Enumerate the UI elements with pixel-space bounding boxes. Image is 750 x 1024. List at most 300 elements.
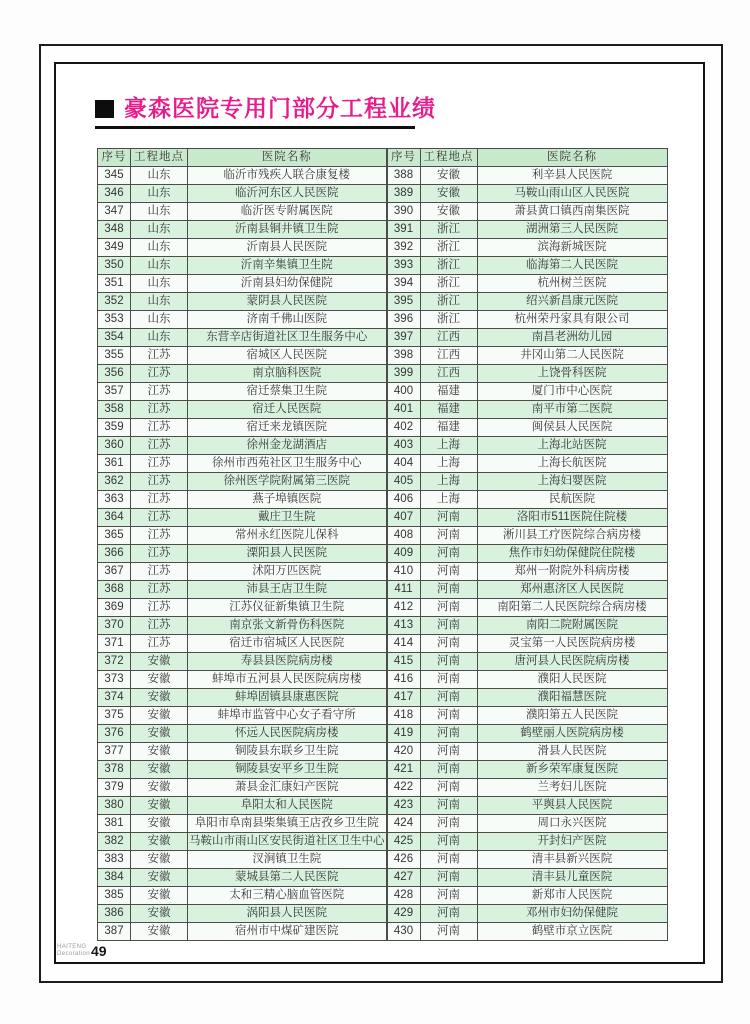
row-index: 351 <box>98 275 131 293</box>
row-index: 393 <box>387 257 420 275</box>
row-index: 384 <box>98 869 131 887</box>
project-location: 河南 <box>420 887 477 905</box>
project-location: 安徽 <box>131 653 188 671</box>
project-location: 山东 <box>131 167 188 185</box>
table-row <box>387 455 667 473</box>
project-location: 江苏 <box>131 437 188 455</box>
hospital-name: 阜阳市阜南县柴集镇王店孜乡卫生院 <box>188 815 387 833</box>
project-location: 浙江 <box>420 239 477 257</box>
col-header-index: 序号 <box>98 149 131 167</box>
hospital-name: 太和三精心脑血管医院 <box>188 887 387 905</box>
hospital-name: 绍兴新昌康元医院 <box>477 293 667 311</box>
table-row <box>98 185 387 203</box>
table-row <box>98 545 387 563</box>
hospital-name: 新郑市人民医院 <box>477 887 667 905</box>
row-index: 355 <box>98 347 131 365</box>
row-index: 406 <box>387 491 420 509</box>
hospital-name: 鹤壁市京立医院 <box>477 923 667 941</box>
row-index: 383 <box>98 851 131 869</box>
project-location: 上海 <box>420 455 477 473</box>
hospital-name: 井冈山第二人民医院 <box>477 347 667 365</box>
row-index: 362 <box>98 473 131 491</box>
table-row <box>387 689 667 707</box>
hospital-name: 闽侯县人民医院 <box>477 419 667 437</box>
table-row <box>387 779 667 797</box>
table-row <box>387 185 667 203</box>
table-row <box>98 581 387 599</box>
row-index: 346 <box>98 185 131 203</box>
hospital-name: 马鞍山市雨山区安民街道社区卫生中心 <box>188 833 387 851</box>
hospital-name: 戴庄卫生院 <box>188 509 387 527</box>
row-index: 358 <box>98 401 131 419</box>
row-index: 405 <box>387 473 420 491</box>
hospital-name: 蒙阴县人民医院 <box>188 293 387 311</box>
table-row <box>98 365 387 383</box>
project-location: 安徽 <box>131 689 188 707</box>
hospital-name: 淅川县工疗医院综合病房楼 <box>477 527 667 545</box>
table-row <box>98 419 387 437</box>
project-location: 河南 <box>420 905 477 923</box>
table-row <box>98 905 387 923</box>
row-index: 359 <box>98 419 131 437</box>
row-index: 374 <box>98 689 131 707</box>
project-location: 河南 <box>420 797 477 815</box>
table-row <box>98 527 387 545</box>
project-location: 江苏 <box>131 491 188 509</box>
row-index: 386 <box>98 905 131 923</box>
hospital-name: 临沂市残疾人联合康复楼 <box>188 167 387 185</box>
row-index: 415 <box>387 653 420 671</box>
hospital-name: 上海妇婴医院 <box>477 473 667 491</box>
row-index: 410 <box>387 563 420 581</box>
hospital-name: 怀远人民医院病房楼 <box>188 725 387 743</box>
row-index: 385 <box>98 887 131 905</box>
table-row <box>387 761 667 779</box>
hospital-name: 铜陵县安平乡卫生院 <box>188 761 387 779</box>
hospital-name: 江苏仪征新集镇卫生院 <box>188 599 387 617</box>
row-index: 375 <box>98 707 131 725</box>
project-location: 河南 <box>420 779 477 797</box>
hospital-name: 宿州市中煤矿建医院 <box>188 923 387 941</box>
project-location: 河南 <box>420 635 477 653</box>
row-index: 348 <box>98 221 131 239</box>
table-row <box>98 599 387 617</box>
table-row <box>98 815 387 833</box>
project-location: 上海 <box>420 491 477 509</box>
table-row <box>98 887 387 905</box>
table-row <box>387 725 667 743</box>
hospital-name: 沛县王店卫生院 <box>188 581 387 599</box>
table-row <box>98 167 387 185</box>
table-row <box>98 725 387 743</box>
table-row <box>98 455 387 473</box>
project-location: 安徽 <box>131 779 188 797</box>
hospital-name: 平舆县人民医院 <box>477 797 667 815</box>
table-row <box>387 419 667 437</box>
hospital-name: 开封妇产医院 <box>477 833 667 851</box>
project-location: 河南 <box>420 923 477 941</box>
hospital-name: 民航医院 <box>477 491 667 509</box>
row-index: 426 <box>387 851 420 869</box>
row-index: 427 <box>387 869 420 887</box>
row-index: 380 <box>98 797 131 815</box>
project-location: 江西 <box>420 365 477 383</box>
hospital-name: 兰考妇儿医院 <box>477 779 667 797</box>
project-location: 上海 <box>420 437 477 455</box>
table-row <box>98 689 387 707</box>
table-row <box>387 329 667 347</box>
col-header-location: 工程地点 <box>131 149 188 167</box>
project-location: 浙江 <box>420 293 477 311</box>
table-row <box>387 221 667 239</box>
row-index: 379 <box>98 779 131 797</box>
project-location: 江苏 <box>131 473 188 491</box>
hospital-name: 南平市第二医院 <box>477 401 667 419</box>
row-index: 394 <box>387 275 420 293</box>
project-location: 福建 <box>420 383 477 401</box>
performance-table-left <box>97 148 387 941</box>
table-row <box>387 869 667 887</box>
row-index: 377 <box>98 743 131 761</box>
row-index: 345 <box>98 167 131 185</box>
table-row <box>387 923 667 941</box>
project-location: 河南 <box>420 599 477 617</box>
project-location: 江苏 <box>131 545 188 563</box>
project-location: 安徽 <box>131 797 188 815</box>
header-row <box>98 149 387 167</box>
row-index: 424 <box>387 815 420 833</box>
row-index: 395 <box>387 293 420 311</box>
hospital-name: 徐州金龙湖酒店 <box>188 437 387 455</box>
table-row <box>387 545 667 563</box>
hospital-name: 蚌埠市五河县人民医院病房楼 <box>188 671 387 689</box>
hospital-name: 灵宝第一人民医院病房楼 <box>477 635 667 653</box>
row-index: 392 <box>387 239 420 257</box>
hospital-name: 马鞍山雨山区人民医院 <box>477 185 667 203</box>
hospital-name: 南阳第二人民医院综合病房楼 <box>477 599 667 617</box>
project-location: 河南 <box>420 617 477 635</box>
project-location: 江苏 <box>131 563 188 581</box>
project-location: 安徽 <box>131 887 188 905</box>
hospital-name: 临沂医专附属医院 <box>188 203 387 221</box>
hospital-name: 滑县人民医院 <box>477 743 667 761</box>
table-row <box>98 383 387 401</box>
row-index: 399 <box>387 365 420 383</box>
row-index: 366 <box>98 545 131 563</box>
project-location: 河南 <box>420 833 477 851</box>
hospital-name: 沂南县妇幼保健院 <box>188 275 387 293</box>
table-row <box>98 491 387 509</box>
col-header-hospital: 医院名称 <box>477 149 667 167</box>
hospital-name: 沂南县人民医院 <box>188 239 387 257</box>
hospital-name: 湖洲第三人民医院 <box>477 221 667 239</box>
project-location: 江苏 <box>131 419 188 437</box>
project-location: 安徽 <box>131 833 188 851</box>
project-location: 山东 <box>131 203 188 221</box>
hospital-name: 上海北站医院 <box>477 437 667 455</box>
project-location: 江苏 <box>131 635 188 653</box>
row-index: 364 <box>98 509 131 527</box>
hospital-name: 沂南辛集镇卫生院 <box>188 257 387 275</box>
project-location: 浙江 <box>420 311 477 329</box>
hospital-name: 铜陵县东联乡卫生院 <box>188 743 387 761</box>
project-location: 江苏 <box>131 581 188 599</box>
table-row <box>98 707 387 725</box>
hospital-name: 厦门市中心医院 <box>477 383 667 401</box>
project-location: 山东 <box>131 185 188 203</box>
table-row <box>387 239 667 257</box>
row-index: 382 <box>98 833 131 851</box>
row-index: 389 <box>387 185 420 203</box>
hospital-name: 周口永兴医院 <box>477 815 667 833</box>
row-index: 363 <box>98 491 131 509</box>
project-location: 安徽 <box>131 725 188 743</box>
row-index: 430 <box>387 923 420 941</box>
project-location: 安徽 <box>131 869 188 887</box>
hospital-name: 涡阳县人民医院 <box>188 905 387 923</box>
table-row <box>387 383 667 401</box>
table-row <box>387 293 667 311</box>
table-row <box>98 239 387 257</box>
table-row <box>387 563 667 581</box>
row-index: 387 <box>98 923 131 941</box>
header-row <box>387 149 667 167</box>
table-row <box>98 671 387 689</box>
table-row <box>98 221 387 239</box>
project-location: 山东 <box>131 257 188 275</box>
row-index: 376 <box>98 725 131 743</box>
project-location: 江苏 <box>131 401 188 419</box>
row-index: 391 <box>387 221 420 239</box>
row-index: 357 <box>98 383 131 401</box>
table-row <box>387 167 667 185</box>
hospital-name: 上饶骨科医院 <box>477 365 667 383</box>
table-row <box>387 671 667 689</box>
hospital-name: 南昌老洲幼儿园 <box>477 329 667 347</box>
project-location: 江西 <box>420 329 477 347</box>
hospital-name: 宿迁人民医院 <box>188 401 387 419</box>
hospital-name: 寿县县医院病房楼 <box>188 653 387 671</box>
project-location: 福建 <box>420 419 477 437</box>
performance-table-right <box>387 148 668 941</box>
brand-line-1: HAITENG <box>57 944 87 950</box>
project-location: 河南 <box>420 671 477 689</box>
hospital-name: 宿城区人民医院 <box>188 347 387 365</box>
table-row <box>98 311 387 329</box>
hospital-name: 溧阳县人民医院 <box>188 545 387 563</box>
table-row <box>387 815 667 833</box>
project-location: 河南 <box>420 725 477 743</box>
hospital-name: 临海第二人民医院 <box>477 257 667 275</box>
table-row <box>387 707 667 725</box>
project-location: 安徽 <box>131 851 188 869</box>
row-index: 369 <box>98 599 131 617</box>
row-index: 398 <box>387 347 420 365</box>
table-row <box>387 743 667 761</box>
hospital-name: 燕子埠镇医院 <box>188 491 387 509</box>
hospital-name: 清丰县新兴医院 <box>477 851 667 869</box>
hospital-name: 南阳二院附属医院 <box>477 617 667 635</box>
hospital-name: 鹤壁丽人医院病房楼 <box>477 725 667 743</box>
row-index: 373 <box>98 671 131 689</box>
row-index: 422 <box>387 779 420 797</box>
hospital-name: 阜阳太和人民医院 <box>188 797 387 815</box>
row-index: 365 <box>98 527 131 545</box>
table-row <box>98 635 387 653</box>
table-row <box>387 203 667 221</box>
row-index: 352 <box>98 293 131 311</box>
table-row <box>387 473 667 491</box>
table-row <box>98 293 387 311</box>
project-location: 江苏 <box>131 527 188 545</box>
hospital-name: 宿迁市宿城区人民医院 <box>188 635 387 653</box>
table-row <box>387 797 667 815</box>
row-index: 403 <box>387 437 420 455</box>
hospital-name: 焦作市妇幼保健院住院楼 <box>477 545 667 563</box>
row-index: 400 <box>387 383 420 401</box>
project-location: 安徽 <box>131 923 188 941</box>
table-row <box>387 635 667 653</box>
hospital-name: 萧县金汇康妇产医院 <box>188 779 387 797</box>
hospital-name: 杭州树兰医院 <box>477 275 667 293</box>
row-index: 402 <box>387 419 420 437</box>
row-index: 356 <box>98 365 131 383</box>
table-row <box>387 257 667 275</box>
hospital-name: 汊涧镇卫生院 <box>188 851 387 869</box>
hospital-name: 宿迁蔡集卫生院 <box>188 383 387 401</box>
table-row <box>98 797 387 815</box>
table-row <box>387 617 667 635</box>
row-index: 349 <box>98 239 131 257</box>
title-bullet-square-icon <box>95 100 114 118</box>
row-index: 370 <box>98 617 131 635</box>
project-location: 安徽 <box>131 761 188 779</box>
project-location: 安徽 <box>420 167 477 185</box>
table-row <box>98 509 387 527</box>
page-title: 豪森医院专用门部分工程业绩 <box>124 95 436 121</box>
table-row <box>98 347 387 365</box>
footer-brand <box>57 944 107 958</box>
project-location: 河南 <box>420 509 477 527</box>
row-index: 418 <box>387 707 420 725</box>
hospital-name: 利辛县人民医院 <box>477 167 667 185</box>
project-location: 江苏 <box>131 455 188 473</box>
table-row <box>387 833 667 851</box>
table-row <box>387 437 667 455</box>
project-location: 山东 <box>131 311 188 329</box>
table-row <box>387 311 667 329</box>
row-index: 372 <box>98 653 131 671</box>
row-index: 381 <box>98 815 131 833</box>
project-location: 安徽 <box>131 671 188 689</box>
project-location: 山东 <box>131 329 188 347</box>
row-index: 423 <box>387 797 420 815</box>
project-location: 江苏 <box>131 617 188 635</box>
project-location: 江苏 <box>131 509 188 527</box>
table-row <box>98 923 387 941</box>
row-index: 404 <box>387 455 420 473</box>
row-index: 416 <box>387 671 420 689</box>
table-row <box>387 653 667 671</box>
hospital-name: 徐州医学院附属第三医院 <box>188 473 387 491</box>
project-location: 河南 <box>420 689 477 707</box>
hospital-name: 蚌埠固镇县康惠医院 <box>188 689 387 707</box>
table-row <box>98 761 387 779</box>
project-location: 浙江 <box>420 221 477 239</box>
row-index: 397 <box>387 329 420 347</box>
hospital-name: 临沂河东区人民医院 <box>188 185 387 203</box>
project-location: 江苏 <box>131 599 188 617</box>
hospital-name: 洛阳市511医院住院楼 <box>477 509 667 527</box>
project-location: 河南 <box>420 545 477 563</box>
row-index: 378 <box>98 761 131 779</box>
row-index: 367 <box>98 563 131 581</box>
hospital-name: 济南千佛山医院 <box>188 311 387 329</box>
table-row <box>98 779 387 797</box>
project-location: 山东 <box>131 221 188 239</box>
hospital-name: 清丰县儿童医院 <box>477 869 667 887</box>
row-index: 408 <box>387 527 420 545</box>
project-location: 福建 <box>420 401 477 419</box>
project-location: 浙江 <box>420 275 477 293</box>
table-row <box>387 581 667 599</box>
hospital-name: 唐河县人民医院病房楼 <box>477 653 667 671</box>
row-index: 419 <box>387 725 420 743</box>
row-index: 396 <box>387 311 420 329</box>
table-row <box>387 347 667 365</box>
hospital-name: 常州永红医院儿保科 <box>188 527 387 545</box>
table-row <box>387 365 667 383</box>
project-location: 上海 <box>420 473 477 491</box>
row-index: 414 <box>387 635 420 653</box>
table-row <box>387 275 667 293</box>
table-row <box>387 905 667 923</box>
table-row <box>98 617 387 635</box>
project-location: 江苏 <box>131 347 188 365</box>
row-index: 421 <box>387 761 420 779</box>
hospital-name: 滨海新城医院 <box>477 239 667 257</box>
project-location: 河南 <box>420 743 477 761</box>
row-index: 360 <box>98 437 131 455</box>
hospital-name: 新乡荣军康复医院 <box>477 761 667 779</box>
row-index: 350 <box>98 257 131 275</box>
project-location: 江西 <box>420 347 477 365</box>
row-index: 371 <box>98 635 131 653</box>
project-location: 河南 <box>420 815 477 833</box>
row-index: 368 <box>98 581 131 599</box>
project-location: 安徽 <box>420 185 477 203</box>
table-row <box>387 851 667 869</box>
project-location: 河南 <box>420 527 477 545</box>
table-row <box>98 203 387 221</box>
table-row <box>98 473 387 491</box>
table-row <box>98 437 387 455</box>
row-index: 361 <box>98 455 131 473</box>
project-location: 河南 <box>420 761 477 779</box>
project-location: 河南 <box>420 581 477 599</box>
hospital-name: 上海长航医院 <box>477 455 667 473</box>
table-row <box>98 329 387 347</box>
hospital-name: 杭州荣丹家具有限公司 <box>477 311 667 329</box>
row-index: 353 <box>98 311 131 329</box>
row-index: 428 <box>387 887 420 905</box>
row-index: 347 <box>98 203 131 221</box>
project-location: 安徽 <box>131 743 188 761</box>
project-location: 河南 <box>420 563 477 581</box>
project-location: 安徽 <box>131 905 188 923</box>
project-location: 江苏 <box>131 365 188 383</box>
hospital-name: 濮阳福慧医院 <box>477 689 667 707</box>
